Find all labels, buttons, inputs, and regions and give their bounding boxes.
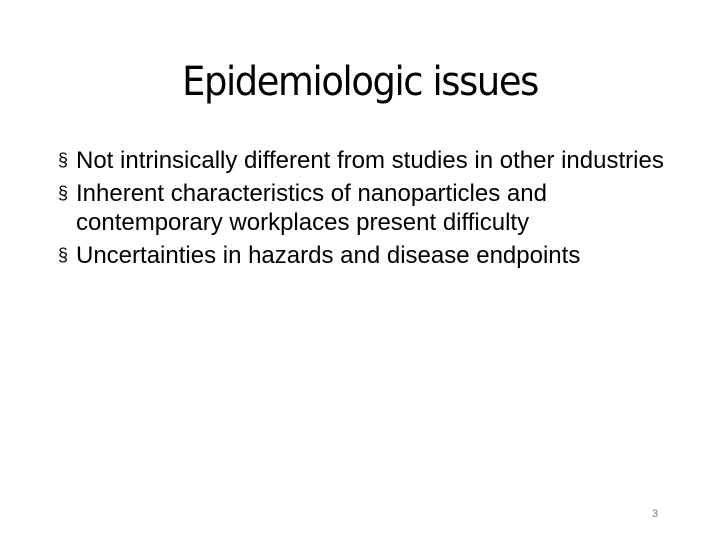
section-sign-bullet-icon: § [58, 150, 69, 170]
bullet-list [58, 146, 688, 274]
bullet-item [58, 179, 688, 237]
bullet-text: Uncertainties in hazards and disease endpoints [76, 242, 581, 269]
page-number: 3 [652, 508, 659, 520]
bullet-text: Not intrinsically different from studies in other industries [76, 147, 664, 174]
section-sign-bullet-icon: § [58, 183, 69, 203]
bullet-item [58, 146, 688, 175]
section-sign-bullet-icon: § [58, 245, 69, 265]
bullet-item [58, 241, 688, 270]
bullet-text: Inherent characteristics of nanoparticles and contemporary workplaces present difficulty [76, 180, 547, 236]
slide-title: Epidemiologic issues [182, 59, 538, 105]
